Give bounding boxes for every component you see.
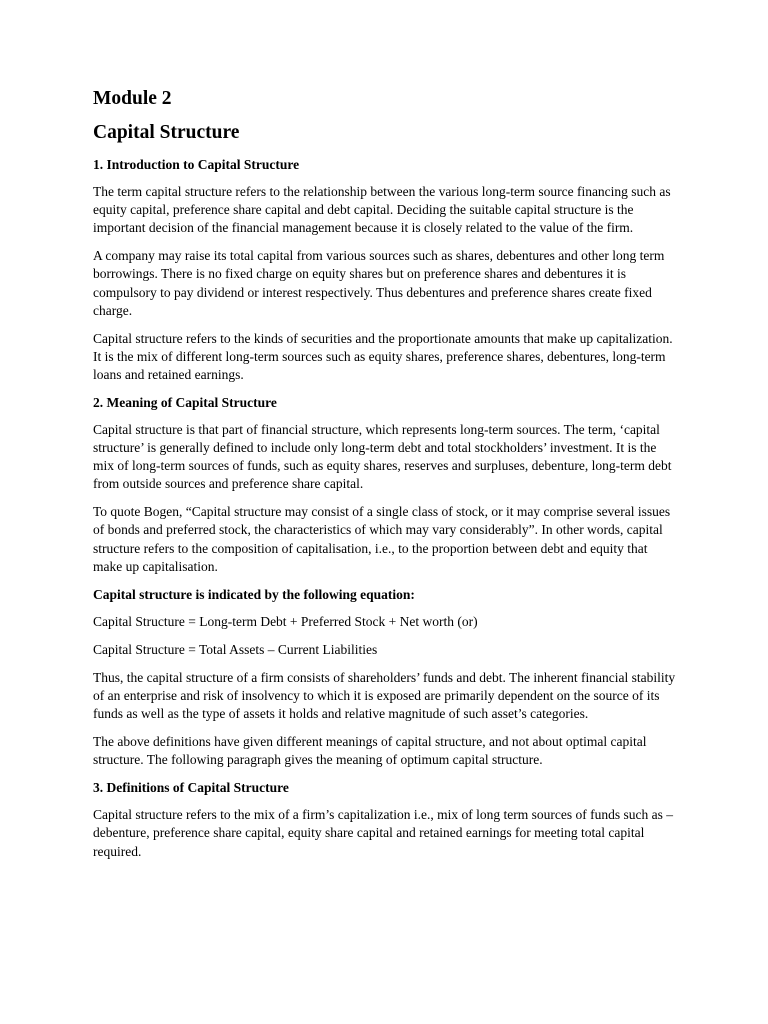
equation-intro: Capital structure is indicated by the following equation:	[93, 586, 415, 602]
paragraph: Capital structure refers to the mix of a firm’s capitalization i.e., mix of long term sources of funds such as – debenture, preference share capital, equity share capital and retained earnings for meeting total capital required.	[93, 807, 673, 859]
paragraph: To quote Bogen, “Capital structure may consist of a single class of stock, or it may comprise several issues of bonds and preferred stock, the characteristics of which may vary considerably”. In other words, capital structure refers to the composition of capitalisation, i.e., to the proportion between debt and equity that make up capitalisation.	[93, 504, 671, 574]
equation-line: Capital Structure = Long-term Debt + Preferred Stock + Net worth (or)	[93, 614, 478, 630]
module-title: Module 2	[93, 88, 172, 109]
equation-line: Capital Structure = Total Assets – Current Liabilities	[93, 642, 378, 658]
section-heading-meaning: 2. Meaning of Capital Structure	[93, 394, 277, 410]
section-heading-introduction: 1. Introduction to Capital Structure	[93, 157, 300, 172]
paragraph: Capital structure refers to the kinds of securities and the proportionate amounts that make up capitalization. It is the mix of different long-term sources such as equity shares, preference shares, debentures, long-term loans and retained earnings.	[93, 330, 673, 383]
paragraph: The above definitions have given different meanings of capital structure, and not about optimal capital structure. The following paragraph gives the meaning of optimum capital structure.	[93, 734, 647, 768]
chapter-title: Capital Structure	[93, 122, 240, 143]
paragraph: Capital structure is that part of financial structure, which represents long-term sources. The term, ‘capital structure’ is generally defined to include only long-term debt and total stockholders’ investment. It is the mix of long-term sources of funds, such as equity shares, reserves and surpluses, debenture, long-term debt from outside sources and preference share capital.	[93, 421, 672, 492]
paragraph: Thus, the capital structure of a firm consists of shareholders’ funds and debt. The inherent financial stability of an enterprise and risk of insolvency to which it is exposed are primarily dependent on the source of its funds as well as the type of assets it holds and relative magnitude of such asset’s categories.	[93, 670, 676, 722]
section-heading-definitions: 3. Definitions of Capital Structure	[93, 780, 289, 796]
paragraph: A company may raise its total capital from various sources such as shares, debentures and other long term borrowings. There is no fixed charge on equity shares but on preference shares and debentures it is compulsory to pay dividend or interest respectively. Thus debentures and preference shares create fixed charge.	[93, 248, 665, 318]
document-page	[93, 88, 678, 870]
paragraph: The term capital structure refers to the relationship between the various long-term source financing such as equity capital, preference share capital and debt capital. Deciding the suitable capital structure is the important decision of the financial management because it is closely related to the value of the firm.	[93, 184, 671, 236]
